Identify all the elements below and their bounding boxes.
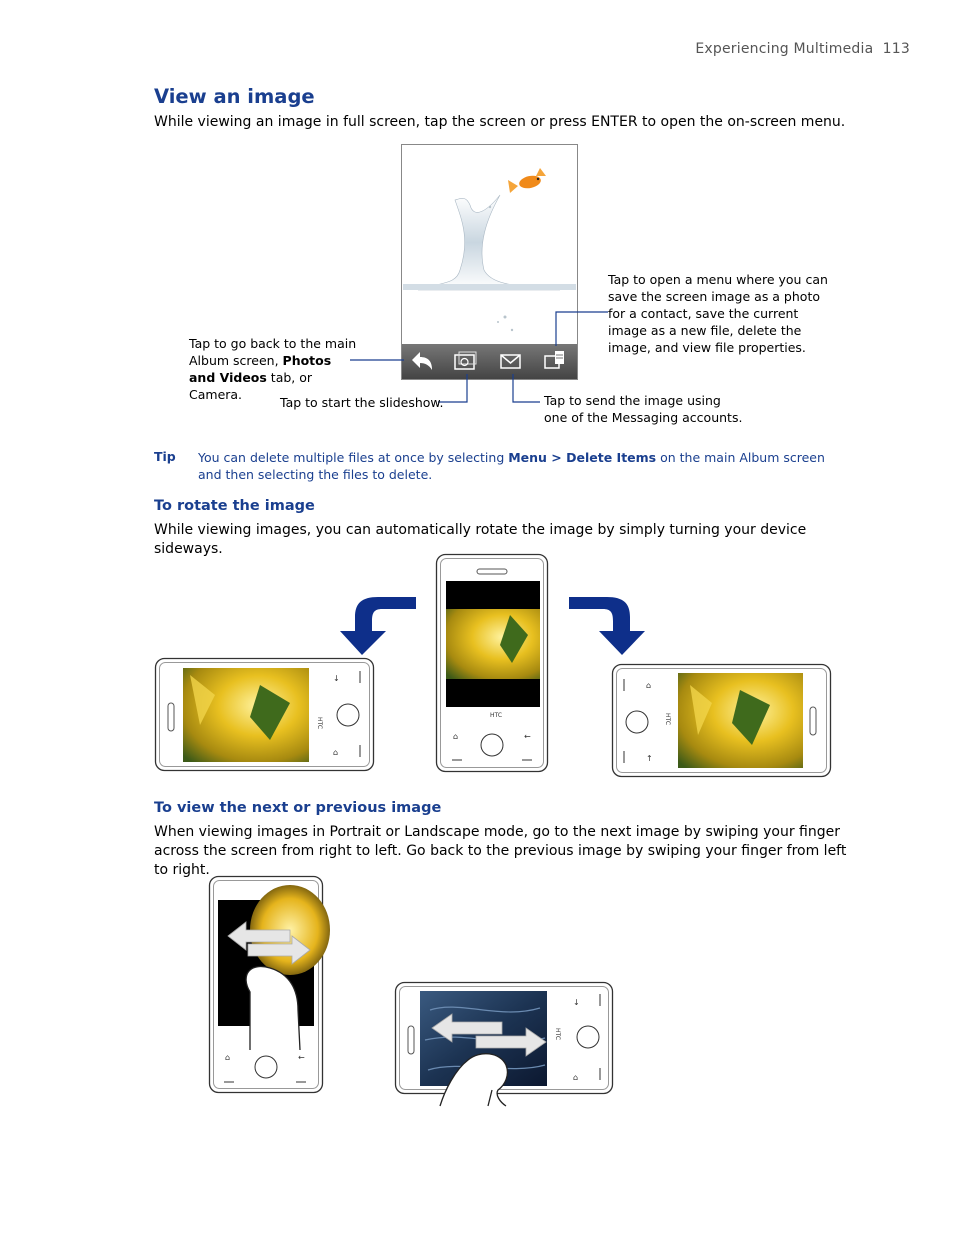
rotate-body: While viewing images, you can automatically rotate the image by simply turning your device sideways. (154, 522, 807, 557)
landscape-device-left (156, 659, 374, 771)
image-viewer-figure (0, 0, 954, 440)
svg-text:HTC: HTC (664, 713, 671, 726)
swipe-figure (0, 870, 954, 1110)
callout-back: Tap to go back to the main Album screen, Photos and Videos tab, or Camera. (189, 336, 357, 402)
tip-label: Tip (154, 449, 176, 464)
svg-text:⌂: ⌂ (225, 1053, 231, 1062)
rotate-left-arrow-icon (340, 597, 416, 655)
callout-slideshow: Tap to start the slideshow. (280, 395, 444, 410)
callout-send: Tap to send the image using one of the Messaging accounts. (544, 393, 743, 425)
svg-text:⌂: ⌂ (646, 681, 652, 690)
svg-text:←: ← (524, 732, 531, 741)
page-number: 113 (882, 41, 910, 57)
view-image-title: View an image (154, 85, 315, 108)
svg-text:⌂: ⌂ (453, 732, 459, 741)
svg-text:←: ← (298, 1053, 305, 1062)
portrait-device (437, 555, 548, 772)
rotate-title: To rotate the image (154, 498, 315, 514)
rotate-right-arrow-icon (569, 597, 645, 655)
svg-text:↓: ↓ (573, 998, 580, 1007)
next-prev-body: When viewing images in Portrait or Landscape mode, go to the next image by swiping your finger across the screen from right to left. Go back to the previous image by swiping your finger from left to right. (154, 824, 847, 878)
view-image-intro: While viewing an image in full screen, tap the screen or press ENTER to open the on-screen menu. (154, 114, 846, 130)
svg-text:HTC: HTC (490, 712, 503, 719)
svg-text:⌂: ⌂ (573, 1073, 579, 1082)
landscape-device-right (613, 665, 831, 777)
svg-text:↓: ↓ (333, 674, 340, 683)
tip-text: You can delete multiple files at once by selecting Menu > Delete Items on the main Album screen and then selecting the files to delete. (198, 450, 825, 482)
next-prev-title: To view the next or previous image (154, 800, 442, 816)
callout-menu: Tap to open a menu where you can save the screen image as a photo for a contact, save the current image as a new file, delete the image, and view file properties. (608, 272, 828, 355)
svg-text:↑: ↑ (646, 754, 653, 763)
svg-text:HTC: HTC (554, 1028, 561, 1041)
rotate-figure (0, 545, 954, 785)
svg-text:⌂: ⌂ (333, 748, 339, 757)
header-section: Experiencing Multimedia (695, 41, 874, 57)
svg-text:HTC: HTC (316, 717, 323, 730)
